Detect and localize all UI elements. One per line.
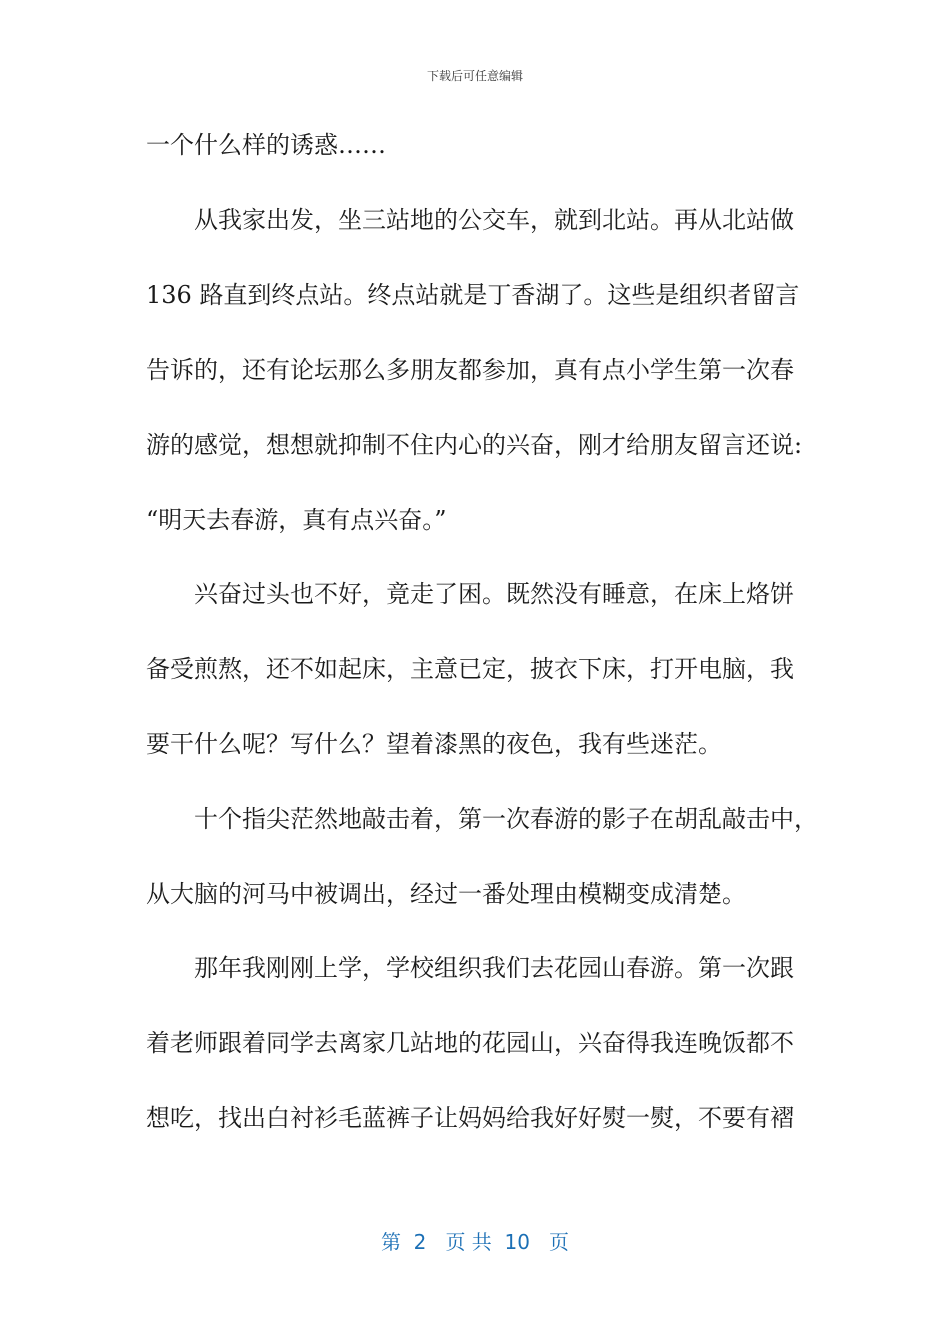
text-line: 备受煎熬，还不如起床，主意已定，披衣下床，打开电脑，我: [146, 655, 794, 683]
page-header: 下载后可任意编辑: [426, 69, 523, 83]
text-line: 那年我刚刚上学，学校组织我们去花园山春游。第一次跟: [194, 954, 794, 982]
page-footer: 第 2 页 共 10 页: [380, 1230, 570, 1254]
text-line: 游的感觉，想想就抑制不住内心的兴奋，刚才给朋友留言还说:: [146, 431, 803, 459]
text-line: 兴奋过头也不好，竟走了困。既然没有睡意，在床上烙饼: [194, 580, 794, 608]
text-line: 从大脑的河马中被调出，经过一番处理由模糊变成清楚。: [146, 880, 746, 908]
text-line: 从我家出发，坐三站地的公交车，就到北站。再从北站做: [194, 206, 794, 234]
text-line: 着老师跟着同学去离家几站地的花园山，兴奋得我连晚饭都不: [146, 1029, 794, 1057]
text-line: 想吃，找出白衬衫毛蓝裤子让妈妈给我好好熨一熨，不要有褶: [146, 1104, 794, 1132]
text-line: 要干什么呢？写什么？望着漆黑的夜色，我有些迷茫。: [146, 730, 722, 758]
text-line: 十个指尖茫然地敲击着，第一次春游的影子在胡乱敲击中，: [194, 805, 818, 833]
text-line: 一个什么样的诱惑……: [146, 131, 386, 159]
text-line: “明天去春游，真有点兴奋。”: [146, 506, 447, 534]
text-line: 告诉的，还有论坛那么多朋友都参加，真有点小学生第一次春: [146, 356, 794, 384]
text-line: 136 路直到终点站。终点站就是丁香湖了。这些是组织者留言: [146, 281, 800, 309]
